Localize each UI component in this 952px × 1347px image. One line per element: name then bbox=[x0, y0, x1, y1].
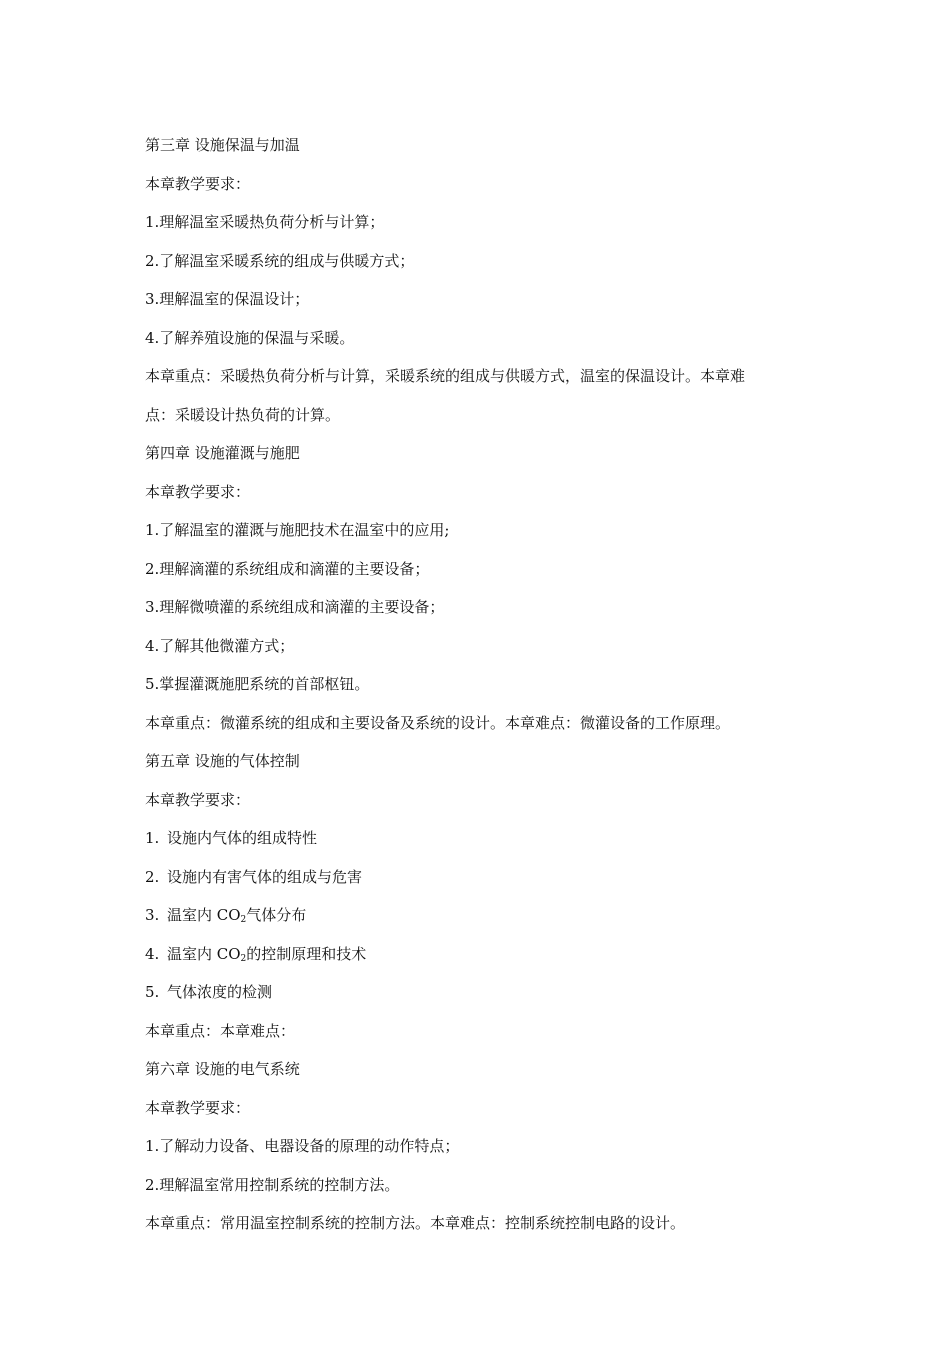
chapter-6-item-2: 2.理解温室常用控制系统的控制方法。 bbox=[145, 1175, 400, 1194]
chapter-5-item-3 bbox=[145, 896, 825, 935]
item-text-part: 气体分布 bbox=[246, 906, 307, 924]
chapter-4-item-3: 3.理解微喷灌的系统组成和滴灌的主要设备； bbox=[145, 598, 445, 616]
chapter-3-item-4: 4.了解养殖设施的保温与采暖。 bbox=[145, 328, 355, 347]
item-number: 2. bbox=[145, 867, 160, 886]
chapter-5-item-4 bbox=[145, 935, 825, 974]
item-text-part: 的控制原理和技术 bbox=[246, 944, 367, 963]
chapter-3-focus-line-1: 本章重点：采暖热负荷分析与计算，采暖系统的组成与供暖方式，温室的保温设计。本章难 bbox=[145, 367, 746, 385]
chapter-3-item-2: 2.了解温室采暖系统的组成与供暖方式； bbox=[145, 251, 415, 270]
item-number: 1. bbox=[145, 829, 160, 847]
document-page bbox=[145, 126, 825, 1243]
chapter-5-title: 第五章 设施的气体控制 bbox=[145, 752, 300, 770]
chapter-5-requirements-label: 本章教学要求： bbox=[145, 790, 251, 809]
item-number: 3. bbox=[145, 906, 160, 924]
chapter-4-item-2: 2.理解滴灌的系统组成和滴灌的主要设备； bbox=[145, 559, 430, 578]
item-text: 设施内气体的组成特性 bbox=[167, 829, 318, 847]
item-number: 4. bbox=[145, 944, 160, 963]
chapter-3-title: 第三章 设施保温与加温 bbox=[145, 136, 300, 154]
subscript-two: 2 bbox=[240, 915, 247, 925]
item-text-part: 温室内 CO bbox=[167, 944, 241, 963]
subscript-two: 2 bbox=[240, 953, 247, 964]
chapter-3-focus-line-2: 点：采暖设计热负荷的计算。 bbox=[145, 405, 341, 424]
chapter-5-item-1 bbox=[145, 819, 825, 858]
chapter-6-item-1: 1.了解动力设备、电器设备的原理的动作特点； bbox=[145, 1137, 460, 1155]
chapter-5-item-5 bbox=[145, 973, 825, 1012]
chapter-4-focus: 本章重点：微灌系统的组成和主要设备及系统的设计。本章难点：微灌设备的工作原理。 bbox=[145, 713, 731, 732]
chapter-4-title: 第四章 设施灌溉与施肥 bbox=[145, 444, 300, 462]
chapter-6-requirements-label: 本章教学要求： bbox=[145, 1098, 251, 1117]
chapter-3-requirements-label: 本章教学要求： bbox=[145, 174, 251, 193]
chapter-6-title: 第六章 设施的电气系统 bbox=[145, 1060, 300, 1078]
item-text-part: 温室内 CO bbox=[167, 906, 241, 924]
chapter-5-item-2 bbox=[145, 858, 825, 897]
chapter-3-item-1: 1.理解温室采暖热负荷分析与计算； bbox=[145, 213, 385, 231]
chapter-4-item-1: 1.了解温室的灌溉与施肥技术在温室中的应用; bbox=[145, 521, 450, 539]
chapter-4-item-4: 4.了解其他微灌方式； bbox=[145, 636, 295, 655]
item-text: 设施内有害气体的组成与危害 bbox=[167, 867, 363, 886]
chapter-4-item-5: 5.掌握灌溉施肥系统的首部枢钮。 bbox=[145, 675, 370, 693]
chapter-6-focus: 本章重点：常用温室控制系统的控制方法。本章难点：控制系统控制电路的设计。 bbox=[145, 1214, 686, 1232]
chapter-4-requirements-label: 本章教学要求： bbox=[145, 482, 251, 501]
chapter-5-focus: 本章重点：本章难点： bbox=[145, 1021, 296, 1040]
item-number: 5. bbox=[145, 983, 160, 1001]
item-text: 气体浓度的检测 bbox=[167, 983, 273, 1001]
chapter-3-item-3: 3.理解温室的保温设计； bbox=[145, 290, 310, 308]
